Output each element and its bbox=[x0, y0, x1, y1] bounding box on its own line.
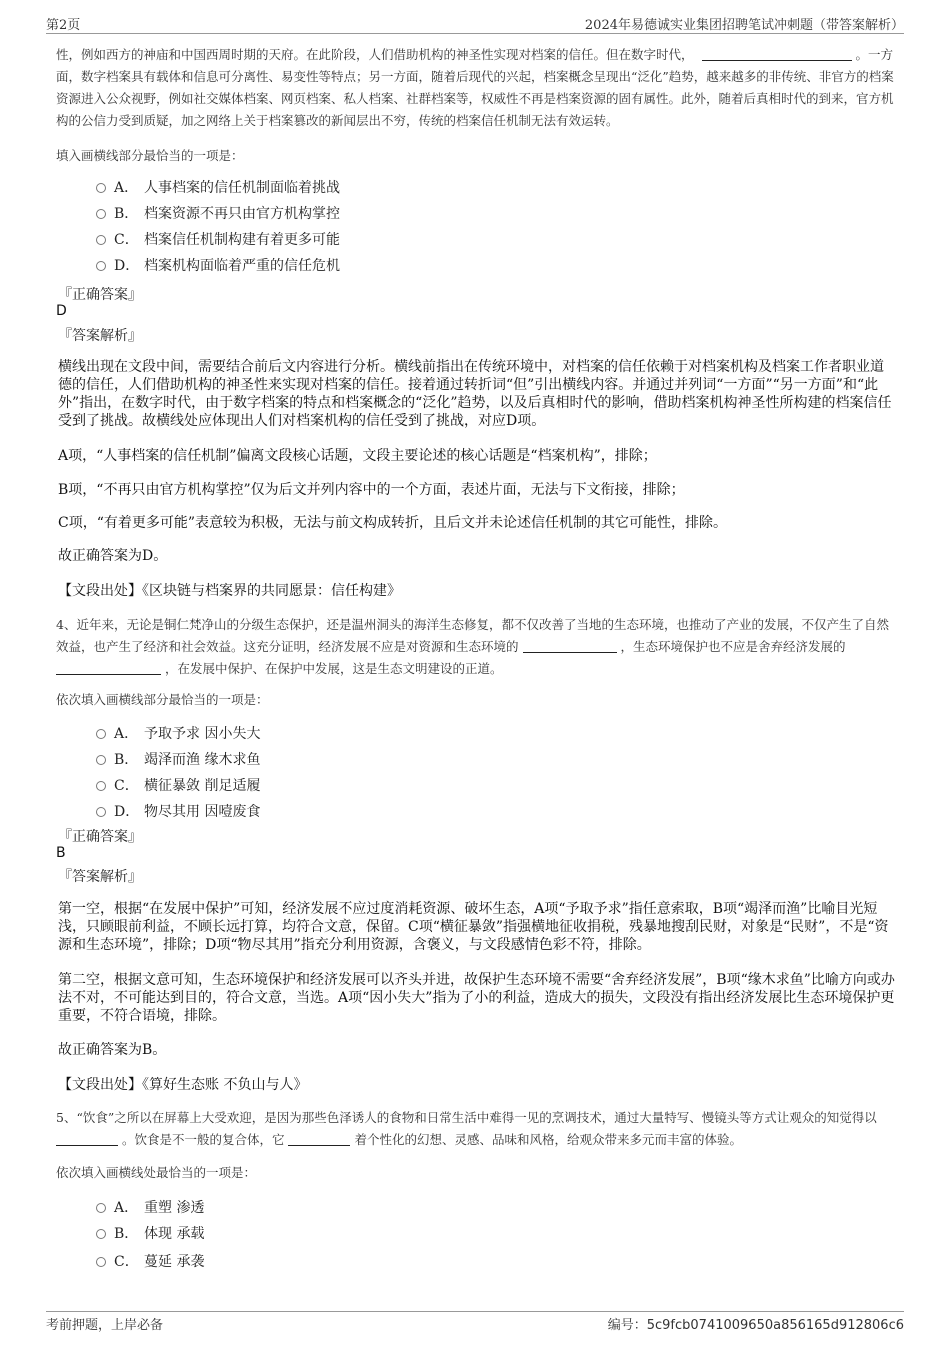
footer-serial: 编号：5c9fcb0741009650a856165d912806c6 bbox=[607, 1318, 904, 1333]
q4-blank-1 bbox=[523, 638, 617, 653]
q3-passage bbox=[56, 44, 894, 132]
q4-analysis-label: 『答案解析』 bbox=[58, 869, 142, 885]
q3-source: 【文段出处】《区块链与档案界的共同愿景：信任构建》 bbox=[58, 583, 401, 599]
q3-blank bbox=[702, 46, 852, 61]
footer-divider bbox=[46, 1311, 904, 1312]
radio-icon[interactable] bbox=[96, 183, 106, 193]
q3-answer: D bbox=[56, 303, 67, 319]
radio-icon[interactable] bbox=[96, 807, 106, 817]
document-title: 2024年易德诚实业集团招聘笔试冲刺题（带答案解析） bbox=[584, 18, 904, 33]
q3-option-c[interactable]: C． 档案信任机制构建有着更多可能 bbox=[96, 230, 340, 250]
q3-passage-part1: 性，例如西方的神庙和中国西周时期的天府。在此阶段，人们借助机构的神圣性实现对档案的信任。但在数字时代， bbox=[56, 47, 694, 62]
q4-blank-2 bbox=[56, 660, 161, 675]
q4-analysis-para: 第二空，根据文意可知，生态环境保护和经济发展可以齐头并进，故保护生态环境不需要“舍弃经济发展”，B项“缘木求鱼”比喻方向或办法不对，不可能达到目的，符合文意，当选。A项“因小失大”指为了小的利益，造成大的损失，文段没有指出经济发展比生态环境保护更重要，不符合语境，排除。 bbox=[58, 972, 895, 1024]
q3-option-a[interactable]: A． 人事档案的信任机制面临着挑战 bbox=[96, 178, 340, 198]
radio-icon[interactable] bbox=[96, 781, 106, 791]
q3-analysis-para: C项，“有着更多可能”表意较为积极，无法与前文构成转折，且后文并未论述信任机制的其它可能性，排除。 bbox=[58, 515, 728, 531]
header-divider bbox=[46, 33, 904, 34]
radio-icon[interactable] bbox=[96, 729, 106, 739]
page-header bbox=[46, 14, 904, 32]
radio-icon[interactable] bbox=[96, 235, 106, 245]
q3-prompt: 填入画横线部分最恰当的一项是： bbox=[56, 148, 244, 163]
q3-answer-label: 『正确答案』 bbox=[58, 287, 142, 303]
q5-blank-1 bbox=[56, 1131, 118, 1146]
q5-passage: 5、“饮食”之所以在屏幕上大受欢迎，是因为那些色泽诱人的食物和日常生活中难得一见的烹调技术，通过大量特写、慢镜头等方式让观众的知觉得以 。饮食是不一般的复合体，它 着个性化的幻想、灵感、品味和风格，给观众带来多元而丰富的体验。 bbox=[56, 1110, 877, 1147]
q3-passage-part2: 。一方面，数字档案具有载体和信息可分离性、易变性等特点；另一方面，随着后现代的兴起，档案概念呈现出“泛化”趋势，越来越多的非传统、非官方的档案资源进入公众视野，例如社交媒体档案、网页档案、私人档案、社群档案等，权威性不再是档案资源的固有属性。此外，随着后真相时代的到来，官方机构的公信力受到质疑，加之网络上关于档案篡改的新闻层出不穷，传统的档案信任机制无法有效运转。 bbox=[56, 47, 894, 128]
radio-icon[interactable] bbox=[96, 755, 106, 765]
footer-slogan: 考前押题，上岸必备 bbox=[46, 1318, 164, 1333]
q3-analysis-para: 故正确答案为D。 bbox=[58, 548, 168, 564]
q5-option-c[interactable]: C． 蔓延 承袭 bbox=[96, 1252, 204, 1272]
q4-option-a[interactable]: A． 予取予求 因小失大 bbox=[96, 724, 260, 744]
q5-blank-2 bbox=[288, 1131, 350, 1146]
q4-analysis-para: 第一空，根据“在发展中保护”可知，经济发展不应过度消耗资源、破坏生态，A项“予取予求”指任意索取，B项“竭泽而渔”比喻目光短浅，只顾眼前利益，不顾长远打算，均符合文意，保留。C项“横征暴敛”指强横地征收捐税，残暴地搜刮民财，对象是“民财”，不是“资源和生态环境”，排除；D项“物尽其用”指充分利用资源，含褒义，与文段感情色彩不符，排除。 bbox=[58, 901, 889, 953]
q3-option-b[interactable]: B． 档案资源不再只由官方机构掌控 bbox=[96, 204, 340, 224]
q3-analysis-para: B项，“不再只由官方机构掌控”仅为后文并列内容中的一个方面，表述片面，无法与下文衔接，排除； bbox=[58, 482, 685, 498]
q4-answer: B bbox=[56, 845, 66, 861]
radio-icon[interactable] bbox=[96, 209, 106, 219]
q4-answer-label: 『正确答案』 bbox=[58, 829, 142, 845]
radio-icon[interactable] bbox=[96, 261, 106, 271]
q5-option-b[interactable]: B． 体现 承载 bbox=[96, 1224, 204, 1244]
q4-passage: 4、近年来，无论是铜仁梵净山的分级生态保护，还是温州洞头的海洋生态修复，都不仅改善了当地的生态环境，也推动了产业的发展，不仅产生了自然效益，也产生了经济和社会效益。这充分证明，经济发展不应是对资源和生态环境的 ，生态环境保护也不应是舍弃经济发展的 ，在发展中保护、在保护中发展，这是生态文明建设的正道。 bbox=[56, 617, 889, 676]
q4-option-b[interactable]: B． 竭泽而渔 缘木求鱼 bbox=[96, 750, 260, 770]
q3-analysis-para: A项，“人事档案的信任机制”偏离文段核心话题，文段主要论述的核心话题是“档案机构”，排除； bbox=[58, 448, 657, 464]
q5-prompt: 依次填入画横线处最恰当的一项是： bbox=[56, 1165, 257, 1180]
q3-analysis-para: 横线出现在文段中间，需要结合前后文内容进行分析。横线前指出在传统环境中，对档案的信任依赖于对档案机构及档案工作者职业道德的信任，人们借助机构的神圣性来实现对档案的信任。接着通过转折词“但”引出横线内容。并通过并列词“一方面”“另一方面”和“此外”指出，在数字时代，由于数字档案的特点和档案概念的“泛化”趋势，以及后真相时代的影响，借助档案机构神圣性所构建的档案信任受到了挑战。故横线处应体现出人们对档案机构的信任受到了挑战，对应D项。 bbox=[58, 359, 892, 429]
q4-option-d[interactable]: D． 物尽其用 因噎废食 bbox=[96, 802, 260, 822]
radio-icon[interactable] bbox=[96, 1203, 106, 1213]
q4-option-c[interactable]: C． 横征暴敛 削足适履 bbox=[96, 776, 260, 796]
q4-analysis-para: 故正确答案为B。 bbox=[58, 1042, 167, 1058]
q4-prompt: 依次填入画横线部分最恰当的一项是： bbox=[56, 692, 269, 707]
radio-icon[interactable] bbox=[96, 1257, 106, 1267]
page-number: 第2页 bbox=[46, 18, 81, 33]
radio-icon[interactable] bbox=[96, 1229, 106, 1239]
q3-analysis-label: 『答案解析』 bbox=[58, 328, 142, 344]
q4-source: 【文段出处】《算好生态账 不负山与人》 bbox=[58, 1077, 308, 1093]
q5-option-a[interactable]: A． 重塑 渗透 bbox=[96, 1198, 204, 1218]
q3-option-d[interactable]: D． 档案机构面临着严重的信任危机 bbox=[96, 256, 340, 276]
